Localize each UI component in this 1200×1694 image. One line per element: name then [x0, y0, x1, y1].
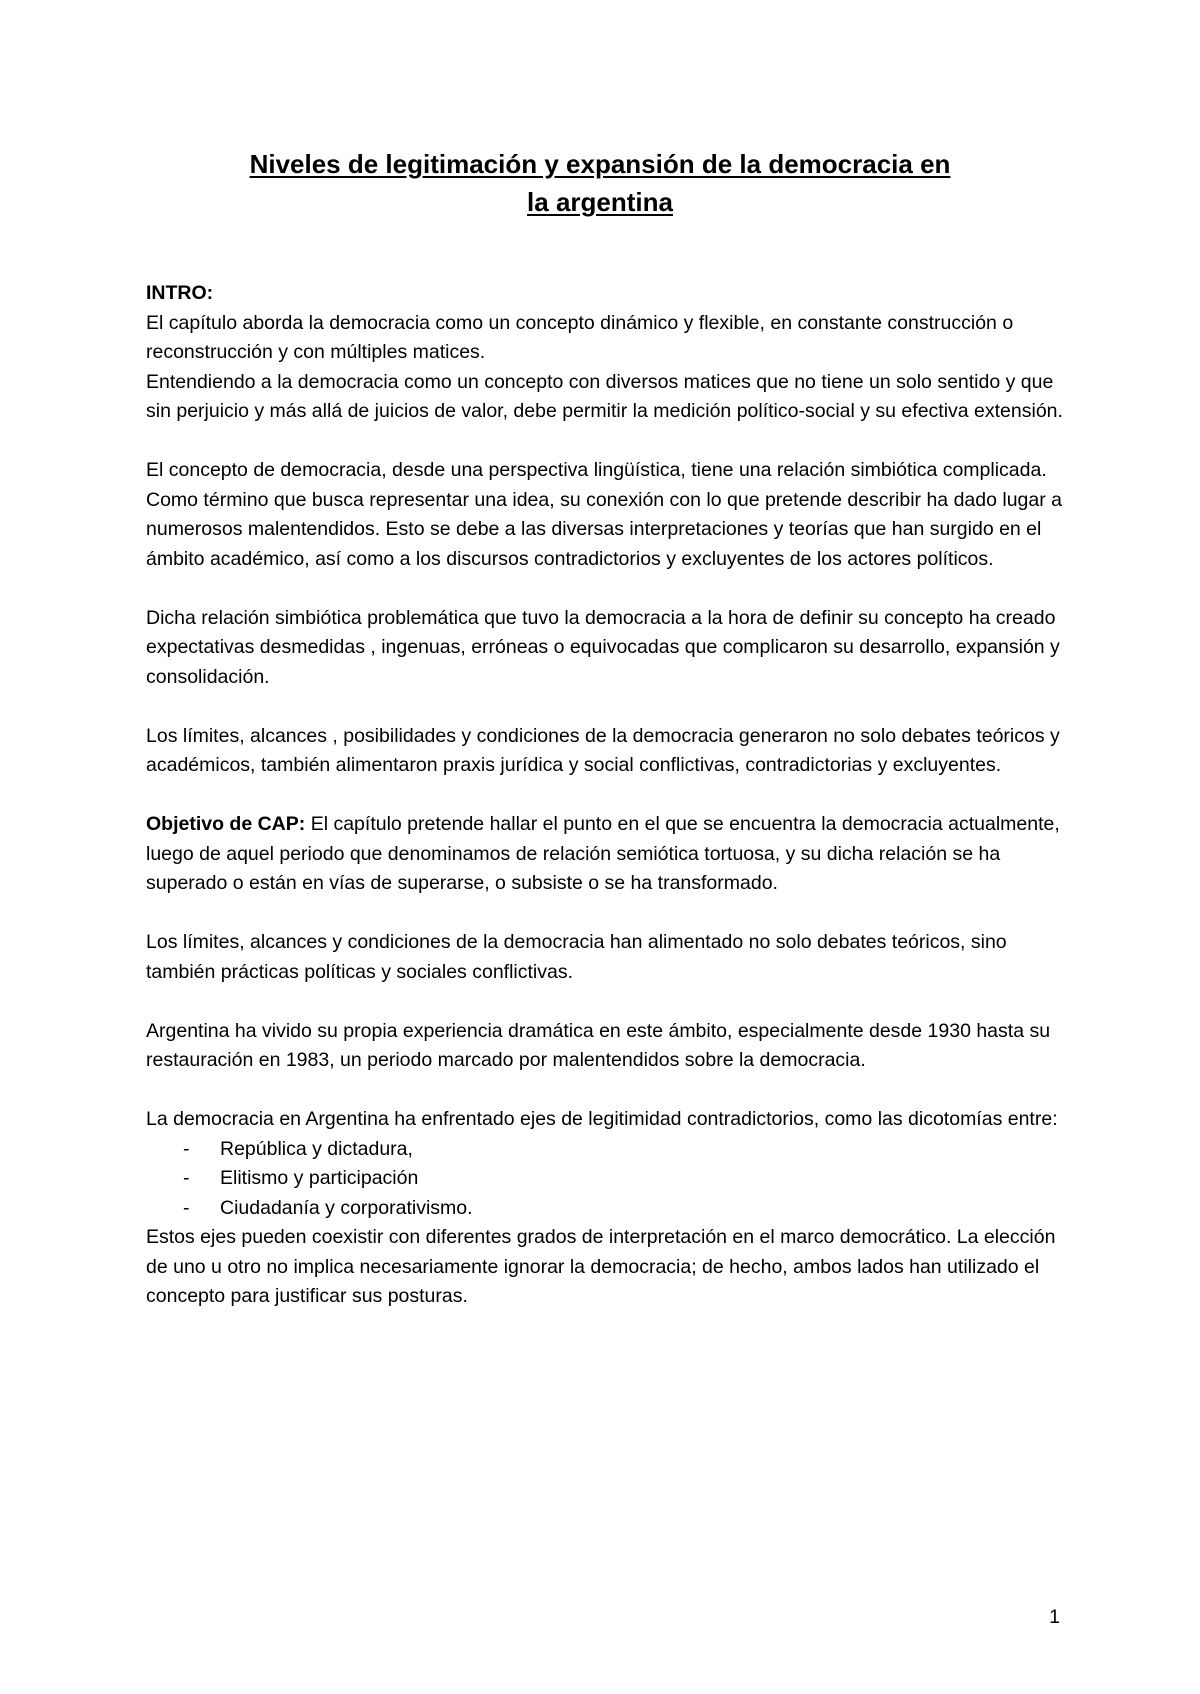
list-item — [183, 1194, 1076, 1224]
intro-paragraph-2: Entendiendo a la democracia como un concepto con diversos matices que no tiene un solo sentido y que sin perjuicio y más allá de juicios de valor, debe permitir la medición político-social y su efectiva extensión. — [146, 370, 1063, 422]
paragraph-relacion: Dicha relación simbiótica problemática que tuvo la democracia a la hora de definir su concepto ha creado expectativas desmedidas , ingenuas, erróneas o equivocadas que complicaron su desarrollo, expansión y consolidación. — [146, 606, 1060, 688]
paragraph-objetivo — [146, 810, 1076, 899]
list-item-text: República y dictadura, — [220, 1137, 413, 1160]
list-marker: - — [183, 1167, 190, 1189]
spacer — [146, 781, 1076, 811]
spacer — [146, 987, 1076, 1017]
title-line-2: la argentina — [527, 187, 673, 217]
paragraph-limites-2: Los límites, alcances y condiciones de la democracia han alimentado no solo debates teóricos, sino también prácticas políticas y sociales conflictivas. — [146, 931, 1007, 983]
dichotomies-list — [146, 1135, 1076, 1224]
spacer — [146, 692, 1076, 722]
paragraph-linguistica: El concepto de democracia, desde una perspectiva lingüística, tiene una relación simbiótica complicada. Como término que busca representar una idea, su conexión con lo que pretende describir ha dado lugar a numerosos malentendidos. Esto se debe a las diversas interpretaciones y teorías que han surgido en el ámbito académico, así como a los discursos contradictorios y excluyentes de los actores políticos. — [146, 459, 1062, 570]
list-marker: - — [183, 1137, 190, 1160]
page-number: 1 — [1049, 1606, 1060, 1628]
paragraph-argentina: Argentina ha vivido su propia experiencia dramática en este ámbito, especialmente desde 1930 hasta su restauración en 1983, un periodo marcado por malentendidos sobre la democracia. — [146, 1019, 1051, 1071]
document-body — [146, 279, 1076, 1312]
intro-heading: INTRO: — [146, 282, 214, 304]
paragraph-limites-1: Los límites, alcances , posibilidades y condiciones de la democracia generaron no solo debates teóricos y académicos, también alimentaron praxis jurídica y social conflictivas, contradictorias y excluyentes. — [146, 724, 1060, 776]
spacer — [146, 574, 1076, 604]
spacer — [146, 899, 1076, 929]
spacer — [146, 427, 1076, 457]
list-item-text: Elitismo y participación — [220, 1167, 419, 1189]
list-item — [183, 1164, 1076, 1194]
list-marker: - — [183, 1196, 190, 1219]
list-item — [183, 1135, 1076, 1165]
list-item-text: Ciudadanía y corporativismo. — [220, 1196, 473, 1219]
paragraph-final: Estos ejes pueden coexistir con diferentes grados de interpretación en el marco democrático. La elección de uno u otro no implica necesariamente ignorar la democracia; de hecho, ambos lados han utilizado el concepto para justificar sus posturas. — [146, 1226, 1056, 1307]
title-line-1: Niveles de legitimación y expansión de la democracia en — [249, 149, 951, 179]
spacer — [146, 1076, 1076, 1106]
objetivo-label: Objetivo de CAP: — [146, 813, 306, 835]
paragraph-ejes: La democracia en Argentina ha enfrentado ejes de legitimidad contradictorios, como las dicotomías entre: — [146, 1108, 1058, 1130]
intro-paragraph-1: El capítulo aborda la democracia como un concepto dinámico y flexible, en constante construcción o reconstrucción y con múltiples matices. — [146, 311, 1014, 363]
document-title — [146, 145, 1054, 221]
objetivo-text: El capítulo pretende hallar el punto en el que se encuentra la democracia actualmente, luego de aquel periodo que denominamos de relación semiótica tortuosa, y su dicha relación se ha superado o están en vías de superarse, o subsiste o se ha transformado. — [146, 813, 1060, 894]
